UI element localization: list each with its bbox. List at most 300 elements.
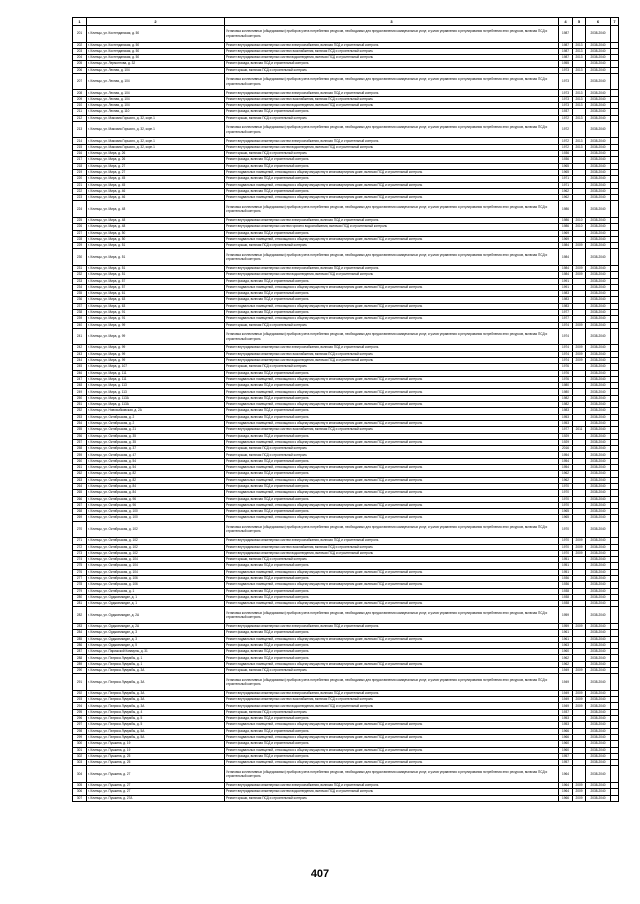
year-built-cell: 1970 (559, 490, 573, 496)
planned-period-cell: 2038-2040 (586, 582, 611, 588)
address-cell: г. Клинцы, ул. Орджоникидзе, д. 3 (87, 636, 225, 642)
row-number-cell: 207 (73, 73, 87, 90)
year-built-cell: 1984 (559, 249, 573, 266)
year-built-cell: 1986 (559, 201, 573, 218)
table-row (73, 201, 619, 218)
year-built-cell: 1960 (559, 741, 573, 747)
column-header-1: 1 (73, 18, 87, 26)
empty-cell (611, 607, 619, 624)
row-number-cell: 226 (73, 224, 87, 230)
work-type-cell: Ремонт внутридомовых инженерных систем электроснабжения, включая ПСД и строительный контроль (225, 623, 559, 629)
year-built-cell: 1977 (559, 427, 573, 433)
work-type-cell: Ремонт фасада, включая ПСД и строительный контроль (225, 496, 559, 502)
last-repair-year-cell: 2009 (573, 789, 586, 795)
address-cell: г. Клинцы, ул. Октябрьская, д. 35 (87, 439, 225, 445)
planned-period-cell: 2038-2040 (586, 439, 611, 445)
work-type-cell: Ремонт фасада, включая ПСД и строительный контроль (225, 458, 559, 464)
year-built-cell: 1938 (559, 588, 573, 594)
planned-period-cell: 2038-2040 (586, 103, 611, 109)
address-cell: г. Клинцы, ул. Мира, д. 26 (87, 151, 225, 157)
work-type-cell: Ремонт фасада, включая ПСД и строительный контроль (225, 163, 559, 169)
planned-period-cell: 2038-2040 (586, 760, 611, 766)
row-number-cell: 296 (73, 716, 87, 722)
address-cell: г. Клинцы, ул. Мира, д. 63 (87, 303, 225, 309)
planned-period-cell: 2038-2040 (586, 544, 611, 550)
row-number-cell: 254 (73, 420, 87, 426)
planned-period-cell: 2038-2040 (586, 446, 611, 452)
address-cell: г. Клинцы, ул. Костенданская, д. 50 (87, 42, 225, 48)
work-type-cell: Ремонт фасада, включая ПСД и строительный контроль (225, 741, 559, 747)
address-cell: г. Клинцы, ул. Мира, д. 45 (87, 182, 225, 188)
planned-period-cell: 2038-2040 (586, 782, 611, 788)
address-cell: г. Клинцы, ул. Патриса Лумумбы, д. 3А (87, 668, 225, 674)
year-built-cell: 1970 (559, 550, 573, 556)
planned-period-cell: 2038-2040 (586, 471, 611, 477)
planned-period-cell: 2038-2040 (586, 563, 611, 569)
last-repair-year-cell (573, 26, 586, 43)
planned-period-cell: 2038-2040 (586, 73, 611, 90)
address-cell: г. Клинцы, ул. Патриса Лумумбы, д. 1 (87, 661, 225, 667)
year-built-cell: 1949 (559, 674, 573, 691)
row-number-cell: 297 (73, 722, 87, 728)
row-number-cell: 271 (73, 538, 87, 544)
row-number-cell: 282 (73, 607, 87, 624)
year-built-cell: 1970 (559, 502, 573, 508)
work-type-cell: Ремонт подвальных помещений, относящихся к общему имуществу в многоквартирном доме, включая ПСД и строительный контроль (225, 515, 559, 521)
row-number-cell: 291 (73, 674, 87, 691)
planned-period-cell: 2038-2040 (586, 420, 611, 426)
year-built-cell: 1938 (559, 601, 573, 607)
address-cell: г. Клинцы, ул. Максима Горького, д. 32, корп.1 (87, 121, 225, 138)
work-type-cell: Ремонт фасада, включая ПСД и строительный контроль (225, 297, 559, 303)
planned-period-cell: 2038-2040 (586, 728, 611, 734)
planned-period-cell: 2038-2040 (586, 789, 611, 795)
last-repair-year-cell (573, 766, 586, 783)
work-type-cell: Ремонт внутридомовых инженерных систем водоотведения, включая ПСД и строительный контроль (225, 55, 559, 61)
planned-period-cell: 2038-2040 (586, 224, 611, 230)
planned-period-cell: 2038-2040 (586, 569, 611, 575)
planned-period-cell: 2038-2040 (586, 26, 611, 43)
planned-period-cell: 2038-2040 (586, 408, 611, 414)
row-number-cell: 307 (73, 795, 87, 801)
planned-period-cell: 2038-2040 (586, 483, 611, 489)
work-type-cell: Ремонт внутридомовых инженерных систем электроснабжения, включая ПСД и строительный контроль (225, 538, 559, 544)
planned-period-cell: 2038-2040 (586, 601, 611, 607)
table-header-row (73, 18, 619, 26)
row-number-cell: 210 (73, 103, 87, 109)
planned-period-cell: 2038-2040 (586, 697, 611, 703)
work-type-cell: Ремонт подвальных помещений, относящихся к общему имуществу в многоквартирном доме, включая ПСД и строительный контроль (225, 169, 559, 175)
row-number-cell: 283 (73, 623, 87, 629)
address-cell: г. Клинцы, ул. Мира, д. 48 (87, 217, 225, 223)
planned-period-cell: 2038-2040 (586, 588, 611, 594)
last-repair-year-cell: 2009 (573, 272, 586, 278)
year-built-cell: 1980 (559, 389, 573, 395)
year-built-cell: 1970 (559, 521, 573, 538)
year-built-cell: 1929 (559, 439, 573, 445)
row-number-cell: 219 (73, 169, 87, 175)
year-built-cell: 1970 (559, 483, 573, 489)
year-built-cell: 1974 (559, 328, 573, 345)
planned-period-cell: 2038-2040 (586, 55, 611, 61)
planned-period-cell: 2038-2040 (586, 452, 611, 458)
row-number-cell: 276 (73, 569, 87, 575)
last-repair-year-cell: 2010 (573, 224, 586, 230)
work-type-cell: Установка коллективных (общедомовых) приборов учета потребления ресурсов, необходимых для предоставления коммунальных услуг, и узлов управления и регулирования потребления этих ресурсов, включая ПСД и строительный контроль (225, 521, 559, 538)
year-built-cell: 1957 (559, 760, 573, 766)
year-built-cell: 1971 (559, 182, 573, 188)
planned-period-cell: 2038-2040 (586, 297, 611, 303)
planned-period-cell: 2038-2040 (586, 753, 611, 759)
row-number-cell: 272 (73, 544, 87, 550)
work-type-cell: Ремонт подвальных помещений, относящихся к общему имуществу в многоквартирном доме, включая ПСД и строительный контроль (225, 490, 559, 496)
work-type-cell: Ремонт фасада, включая ПСД и строительный контроль (225, 655, 559, 661)
last-repair-year-cell (573, 249, 586, 266)
planned-period-cell: 2038-2040 (586, 383, 611, 389)
work-type-cell: Ремонт фасада, включая ПСД и строительный контроль (225, 563, 559, 569)
year-built-cell: 1953 (559, 420, 573, 426)
row-number-cell: 263 (73, 477, 87, 483)
planned-period-cell: 2038-2040 (586, 188, 611, 194)
address-cell: г. Клинцы, ул. Октябрьская, д. 2 (87, 420, 225, 426)
empty-cell (611, 328, 619, 345)
planned-period-cell: 2038-2040 (586, 550, 611, 556)
planned-period-cell: 2038-2040 (586, 414, 611, 420)
planned-period-cell: 2038-2040 (586, 230, 611, 236)
address-cell: г. Клинцы, ул. Орджоникидзе, д. 3 (87, 630, 225, 636)
planned-period-cell: 2038-2040 (586, 351, 611, 357)
work-type-cell: Ремонт подвальных помещений, относящихся к общему имуществу в многоквартирном доме, включая ПСД и строительный контроль (225, 316, 559, 322)
year-built-cell: 1953 (559, 414, 573, 420)
year-built-cell: 1961 (559, 630, 573, 636)
year-built-cell: 1972 (559, 144, 573, 150)
row-number-cell: 270 (73, 521, 87, 538)
planned-period-cell: 2038-2040 (586, 521, 611, 538)
row-number-cell: 274 (73, 557, 87, 563)
address-cell: г. Клинцы, ул. Октябрьская, д. 104 (87, 557, 225, 563)
row-number-cell: 217 (73, 157, 87, 163)
planned-period-cell: 2038-2040 (586, 322, 611, 328)
row-number-cell: 304 (73, 766, 87, 783)
year-built-cell: 1982 (559, 395, 573, 401)
planned-period-cell: 2038-2040 (586, 690, 611, 696)
work-type-cell: Ремонт подвальных помещений, относящихся к общему имуществу в многоквартирном доме, включая ПСД и строительный контроль (225, 236, 559, 242)
planned-period-cell: 2038-2040 (586, 151, 611, 157)
year-built-cell: 1964 (559, 782, 573, 788)
year-built-cell: 1972 (559, 138, 573, 144)
planned-period-cell: 2038-2040 (586, 236, 611, 242)
year-built-cell: 1991 (559, 284, 573, 290)
planned-period-cell: 2038-2040 (586, 217, 611, 223)
row-number-cell: 244 (73, 357, 87, 363)
year-built-cell: 1959 (559, 607, 573, 624)
work-type-cell: Ремонт внутридомовых инженерных систем газоснабжения, включая ПСД и строительный контроль (225, 351, 559, 357)
work-type-cell: Ремонт фасада, включая ПСД и строительный контроль (225, 383, 559, 389)
planned-period-cell: 2038-2040 (586, 272, 611, 278)
address-cell: г. Клинцы, ул. Мира, д. 91 (87, 316, 225, 322)
last-repair-year-cell: 2013 (573, 115, 586, 121)
row-number-cell: 257 (73, 439, 87, 445)
address-cell: г. Клинцы, ул. Патриса Лумумбы, д. 5 (87, 722, 225, 728)
address-cell: г. Клинцы, ул. Октябрьская, д. 104 (87, 563, 225, 569)
year-built-cell: 1961 (559, 636, 573, 642)
planned-period-cell: 2038-2040 (586, 402, 611, 408)
address-cell: г. Клинцы, ул. Лесная, д. 104 (87, 90, 225, 96)
planned-period-cell: 2038-2040 (586, 48, 611, 54)
work-type-cell: Ремонт крыши, включая ПСД и строительный контроль (225, 151, 559, 157)
work-type-cell: Установка коллективных (общедомовых) приборов учета потребления ресурсов, необходимых для предоставления коммунальных услуг, и узлов управления и регулирования потребления этих ресурсов, включая ПСД и строительный контроль (225, 121, 559, 138)
row-number-cell: 241 (73, 328, 87, 345)
last-repair-year-cell: 2009 (573, 550, 586, 556)
address-cell: г. Клинцы, ул. Орджоникидзе, д. 1 (87, 601, 225, 607)
address-cell: г. Клинцы, ул. Мира, д. 48 (87, 201, 225, 218)
address-cell: г. Клинцы, ул. Патриса Лумумбы, д. 5 (87, 716, 225, 722)
planned-period-cell: 2038-2040 (586, 509, 611, 515)
last-repair-year-cell: 2009 (573, 623, 586, 629)
last-repair-year-cell: 2013 (573, 42, 586, 48)
address-cell: г. Клинцы, ул. Пушкина, д. 27 (87, 782, 225, 788)
planned-period-cell: 2038-2040 (586, 458, 611, 464)
planned-period-cell: 2038-2040 (586, 623, 611, 629)
address-cell: г. Клинцы, ул. Мира, д. 51 (87, 249, 225, 266)
address-cell: г. Клинцы, ул. Мира, д. 113А (87, 395, 225, 401)
row-number-cell: 221 (73, 182, 87, 188)
empty-cell (611, 795, 619, 801)
work-type-cell: Ремонт внутридомовых инженерных систем электроснабжения, включая ПСД и строительный контроль (225, 265, 559, 271)
work-type-cell: Ремонт фасада, включая ПСД и строительный контроль (225, 408, 559, 414)
table-body (73, 26, 619, 802)
address-cell: г. Клинцы, ул. Октябрьская, д. 100 (87, 509, 225, 515)
row-number-cell: 218 (73, 163, 87, 169)
planned-period-cell: 2038-2040 (586, 502, 611, 508)
last-repair-year-cell (573, 607, 586, 624)
planned-period-cell: 2038-2040 (586, 310, 611, 316)
row-number-cell: 213 (73, 121, 87, 138)
last-repair-year-cell: 2013 (573, 48, 586, 54)
row-number-cell: 260 (73, 458, 87, 464)
row-number-cell: 225 (73, 217, 87, 223)
address-cell: г. Клинцы, ул. Мира, д. 46 (87, 195, 225, 201)
table-row (73, 607, 619, 624)
row-number-cell: 228 (73, 236, 87, 242)
work-type-cell: Ремонт внутридомовых инженерных систем водоотведения, включая ПСД и строительный контроль (225, 272, 559, 278)
address-cell: г. Клинцы, ул. Октябрьская, д. 102 (87, 538, 225, 544)
row-number-cell: 268 (73, 509, 87, 515)
row-number-cell: 214 (73, 138, 87, 144)
work-type-cell: Ремонт внутридомовых инженерных систем газоснабжения, включая ПСД и строительный контроль (225, 96, 559, 102)
year-built-cell: 1966 (559, 728, 573, 734)
planned-period-cell: 2038-2040 (586, 176, 611, 182)
planned-period-cell: 2038-2040 (586, 557, 611, 563)
row-number-cell: 231 (73, 265, 87, 271)
address-cell: г. Клинцы, ул. Октябрьская, д. 102 (87, 550, 225, 556)
planned-period-cell: 2038-2040 (586, 303, 611, 309)
planned-period-cell: 2038-2040 (586, 630, 611, 636)
address-cell: г. Клинцы, ул. Орджоникидзе, д. 2А (87, 607, 225, 624)
work-type-cell: Установка коллективных (общедомовых) приборов учета потребления ресурсов, необходимых для предоставления коммунальных услуг, и узлов управления и регулирования потребления этих ресурсов, включая ПСД и строительный контроль (225, 328, 559, 345)
last-repair-year-cell (573, 674, 586, 691)
page-number: 407 (310, 868, 330, 880)
work-type-cell: Ремонт фасада, включая ПСД и строительный контроль (225, 483, 559, 489)
row-number-cell: 237 (73, 303, 87, 309)
year-built-cell: 1987 (559, 26, 573, 43)
year-built-cell: 1976 (559, 370, 573, 376)
empty-cell (611, 26, 619, 43)
work-type-cell: Ремонт подвальных помещений, относящихся к общему имуществу в многоквартирном доме, включая ПСД и строительный контроль (225, 661, 559, 667)
planned-period-cell: 2038-2040 (586, 278, 611, 284)
year-built-cell: 1957 (559, 753, 573, 759)
work-type-cell: Ремонт внутридомовых инженерных систем водоотведения, включая ПСД и строительный контроль (225, 357, 559, 363)
row-number-cell: 305 (73, 782, 87, 788)
address-cell: г. Клинцы, ул. Лесная, д. 104 (87, 73, 225, 90)
work-type-cell: Ремонт крыши, включая ПСД и строительный контроль (225, 364, 559, 370)
year-built-cell: 1949 (559, 697, 573, 703)
row-number-cell: 261 (73, 465, 87, 471)
column-header-5: 5 (573, 18, 586, 26)
row-number-cell: 223 (73, 195, 87, 201)
planned-period-cell: 2038-2040 (586, 515, 611, 521)
planned-period-cell: 2038-2040 (586, 722, 611, 728)
address-cell: г. Клинцы, ул. Мира, д. 57 (87, 284, 225, 290)
row-number-cell: 301 (73, 747, 87, 753)
planned-period-cell: 2038-2040 (586, 182, 611, 188)
address-cell: г. Клинцы, ул. Октябрьская, д. 2 (87, 414, 225, 420)
row-number-cell: 229 (73, 243, 87, 249)
year-built-cell: 1984 (559, 243, 573, 249)
row-number-cell: 234 (73, 284, 87, 290)
address-cell: г. Клинцы, ул. Октябрьская, д. 82 (87, 471, 225, 477)
last-repair-year-cell (573, 201, 586, 218)
last-repair-year-cell: 2009 (573, 690, 586, 696)
address-cell: г. Клинцы, ул. Мира, д. 91 (87, 310, 225, 316)
year-built-cell: 1973 (559, 73, 573, 90)
planned-period-cell: 2038-2040 (586, 649, 611, 655)
year-built-cell: 1977 (559, 316, 573, 322)
planned-period-cell: 2038-2040 (586, 109, 611, 115)
work-type-cell: Ремонт фасада, включая ПСД и строительный контроль (225, 414, 559, 420)
work-type-cell: Ремонт фасада, включая ПСД и строительный контроль (225, 649, 559, 655)
address-cell: г. Клинцы, ул. Мира, д. 27 (87, 163, 225, 169)
work-type-cell: Ремонт фасада, включая ПСД и строительный контроль (225, 230, 559, 236)
row-number-cell: 236 (73, 297, 87, 303)
row-number-cell: 286 (73, 642, 87, 648)
year-built-cell: 1953 (559, 716, 573, 722)
last-repair-year-cell: 2013 (573, 90, 586, 96)
planned-period-cell: 2038-2040 (586, 243, 611, 249)
planned-period-cell: 2038-2040 (586, 427, 611, 433)
year-built-cell: 1984 (559, 265, 573, 271)
work-type-cell: Ремонт крыши, включая ПСД и строительный контроль (225, 709, 559, 715)
address-cell: г. Клинцы, ул. Октябрьская, д. 21 (87, 427, 225, 433)
work-type-cell: Ремонт внутридомовых инженерных систем электроснабжения, включая ПСД и строительный контроль (225, 345, 559, 351)
planned-period-cell: 2038-2040 (586, 465, 611, 471)
table-row (73, 26, 619, 43)
row-number-cell: 232 (73, 272, 87, 278)
work-type-cell: Ремонт подвальных помещений, относящихся к общему имуществу в многоквартирном доме, включая ПСД и строительный контроль (225, 582, 559, 588)
row-number-cell: 285 (73, 636, 87, 642)
planned-period-cell: 2038-2040 (586, 121, 611, 138)
address-cell: г. Клинцы, ул. Максима Горького, д. 32, корп.1 (87, 144, 225, 150)
year-built-cell: 1951 (559, 563, 573, 569)
year-built-cell: 1972 (559, 121, 573, 138)
year-built-cell: 1983 (559, 297, 573, 303)
work-type-cell: Ремонт фасада, включая ПСД и строительный контроль (225, 157, 559, 163)
year-built-cell: 1987 (559, 42, 573, 48)
address-cell: г. Клинцы, ул. Мира, д. 107 (87, 364, 225, 370)
address-cell: г. Клинцы, ул. Орджоникидзе, д. 5 (87, 642, 225, 648)
planned-period-cell: 2038-2040 (586, 795, 611, 801)
planned-period-cell: 2038-2040 (586, 538, 611, 544)
work-type-cell: Ремонт внутридомовых инженерных систем электроснабжения, включая ПСД и строительный контроль (225, 217, 559, 223)
work-type-cell: Ремонт фасада, включая ПСД и строительный контроль (225, 109, 559, 115)
year-built-cell: 1937 (559, 709, 573, 715)
work-type-cell: Ремонт внутридомовых инженерных систем электроснабжения, включая ПСД и строительный контроль (225, 138, 559, 144)
row-number-cell: 233 (73, 278, 87, 284)
row-number-cell: 242 (73, 345, 87, 351)
work-type-cell: Ремонт фасада, включая ПСД и строительный контроль (225, 509, 559, 515)
work-type-cell: Ремонт крыши, включая ПСД и строительный контроль (225, 795, 559, 801)
address-cell: г. Клинцы, ул. Мира, д. 61 (87, 291, 225, 297)
address-cell: г. Клинцы, ул. Патриса Лумумбы, д. 3А (87, 703, 225, 709)
planned-period-cell: 2038-2040 (586, 61, 611, 67)
work-type-cell: Ремонт внутридомовых инженерных систем газоснабжения, включая ПСД и строительный контроль (225, 544, 559, 550)
work-type-cell: Ремонт фасада, включая ПСД и строительный контроль (225, 575, 559, 581)
year-built-cell: 1982 (559, 402, 573, 408)
planned-period-cell: 2038-2040 (586, 734, 611, 740)
row-number-cell: 204 (73, 55, 87, 61)
empty-cell (611, 121, 619, 138)
row-number-cell: 294 (73, 703, 87, 709)
planned-period-cell: 2038-2040 (586, 661, 611, 667)
planned-period-cell: 2038-2040 (586, 747, 611, 753)
work-type-cell: Ремонт внутридомовых инженерных систем электроснабжения, включая ПСД и строительный контроль (225, 690, 559, 696)
address-cell: г. Клинцы, ул. Патриса Лумумбы, д. 1 (87, 655, 225, 661)
address-cell: г. Клинцы, ул. Октябрьская, д. 96 (87, 502, 225, 508)
year-built-cell: 2016 (559, 446, 573, 452)
work-type-cell: Ремонт фасада, включая ПСД и строительный контроль (225, 291, 559, 297)
planned-period-cell: 2038-2040 (586, 90, 611, 96)
last-repair-year-cell: 2013 (573, 55, 586, 61)
address-cell: г. Клинцы, ул. Пушкина, д. 19 (87, 747, 225, 753)
row-number-cell: 238 (73, 310, 87, 316)
empty-cell (611, 766, 619, 783)
year-built-cell: 1973 (559, 103, 573, 109)
last-repair-year-cell: 2009 (573, 538, 586, 544)
planned-period-cell: 2038-2040 (586, 490, 611, 496)
year-built-cell: 1972 (559, 115, 573, 121)
year-built-cell: 1960 (559, 747, 573, 753)
planned-period-cell: 2038-2040 (586, 477, 611, 483)
planned-period-cell: 2038-2040 (586, 642, 611, 648)
year-built-cell: 1962 (559, 195, 573, 201)
row-number-cell: 290 (73, 668, 87, 674)
planned-period-cell: 2038-2040 (586, 357, 611, 363)
work-type-cell: Ремонт подвальных помещений, относящихся к общему имуществу в многоквартирном доме, включая ПСД и строительный контроль (225, 636, 559, 642)
planned-period-cell: 2038-2040 (586, 496, 611, 502)
address-cell: г. Клинцы, ул. Октябрьская, д. 102 (87, 544, 225, 550)
address-cell: г. Клинцы, ул. Октябрьская, д. 1 (87, 588, 225, 594)
address-cell: г. Клинцы, ул. Патриса Лумумбы, д. 5А (87, 734, 225, 740)
planned-period-cell: 2038-2040 (586, 370, 611, 376)
year-built-cell: 1936 (559, 157, 573, 163)
address-cell: г. Клинцы, ул. Октябрьская, д. 100 (87, 515, 225, 521)
work-type-cell: Ремонт фасада, включая ПСД и строительный контроль (225, 310, 559, 316)
year-built-cell: 1954 (559, 465, 573, 471)
empty-cell (611, 201, 619, 218)
work-type-cell: Ремонт фасада, включая ПСД и строительный контроль (225, 716, 559, 722)
last-repair-year-cell: 2009 (573, 544, 586, 550)
table-row (73, 795, 619, 801)
